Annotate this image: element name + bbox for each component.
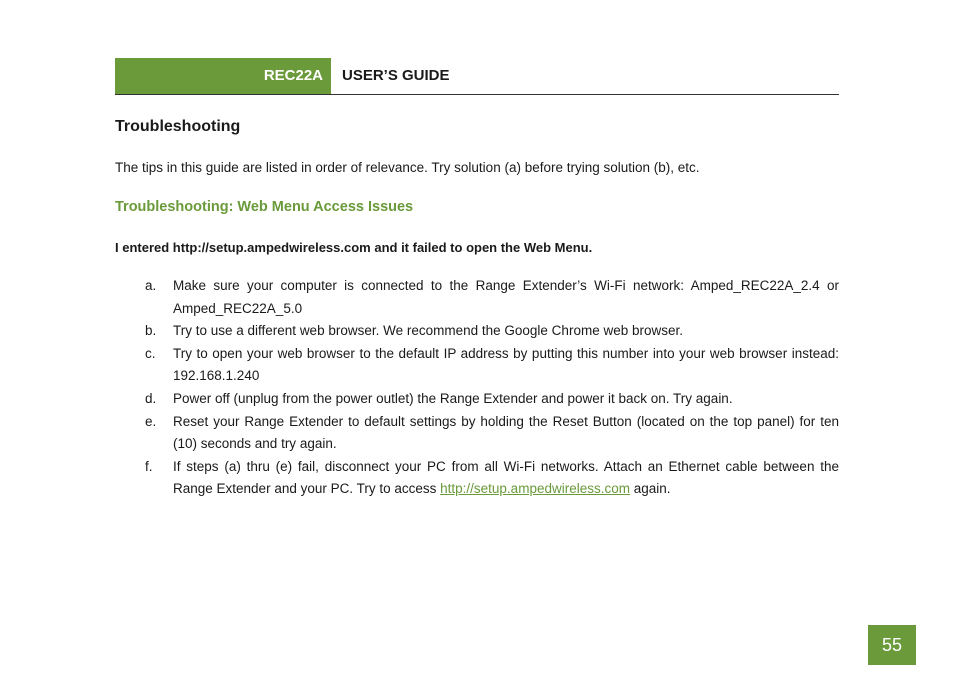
step-text-before-link: If steps (a) thru (e) fail, disconnect your PC from all Wi-Fi networks. Attach an Ethernet cable between the Range Extender and your PC. Try to access (173, 458, 839, 497)
page-header (115, 58, 839, 95)
step-text-after-link: again. (629, 481, 671, 497)
step-a (145, 275, 839, 320)
step-b (145, 320, 839, 343)
page-title: Troubleshooting (115, 118, 241, 135)
step-letter: e. (145, 413, 157, 429)
step-f (145, 456, 839, 501)
step-letter: a. (145, 278, 157, 293)
step-text: Power off (unplug from the power outlet) the Range Extender and power it back on. Try again. (173, 390, 733, 406)
setup-url-link[interactable]: http://setup.ampedwireless.com (440, 481, 630, 497)
step-text: Make sure your computer is connected to the Range Extender’s Wi-Fi network: Amped_REC22A_2.4 or Amped_REC22A_5.0 (173, 278, 839, 316)
guide-title: USER’S GUIDE (342, 67, 450, 84)
step-e (145, 411, 839, 456)
troubleshooting-steps (145, 275, 839, 501)
step-c (145, 343, 839, 388)
model-badge (115, 58, 331, 94)
issue-statement: I entered http://setup.ampedwireless.com and it failed to open the Web Menu. (115, 240, 593, 255)
intro-text: The tips in this guide are listed in order of relevance. Try solution (a) before trying solution (b), etc. (115, 160, 700, 175)
page-number: 55 (868, 625, 916, 665)
section-title: Troubleshooting: Web Menu Access Issues (115, 199, 414, 215)
step-letter: c. (145, 345, 156, 361)
step-letter: f. (145, 458, 153, 474)
step-text: Reset your Range Extender to default settings by holding the Reset Button (located on the top panel) for ten (10) seconds and try again. (173, 413, 839, 452)
step-text: Try to use a different web browser. We recommend the Google Chrome web browser. (173, 323, 683, 339)
step-d (145, 388, 839, 411)
model-name: REC22A (263, 67, 323, 84)
step-text: Try to open your web browser to the default IP address by putting this number into your web browser instead: 192.168.1.240 (173, 345, 839, 384)
step-text (173, 456, 839, 501)
step-letter: d. (145, 390, 157, 406)
step-letter: b. (145, 323, 157, 339)
